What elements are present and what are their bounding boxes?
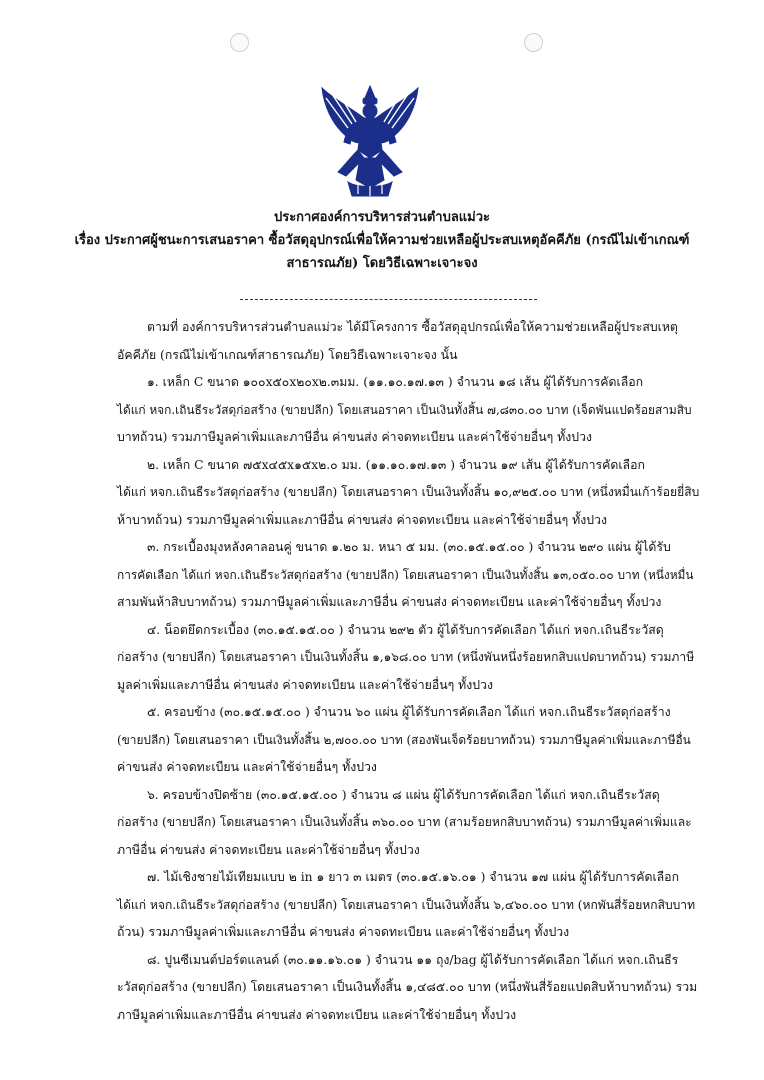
text-line: ภาษีมูลค่าเพิ่มและภาษีอื่น ค่าขนส่ง ค่าจดทะเบียน และค่าใช้จ่ายอื่นๆ ทั้งปวง <box>117 1007 517 1022</box>
item-paragraph-7 <box>117 864 699 947</box>
text-line: ได้แก่ หจก.เถินธีระวัสดุก่อสร้าง (ขายปลีก) โดยเสนอราคา เป็นเงินทั้งสิ้น ๖,๔๖๐.๐๐ บาท (หกพันสี่ร้อยหกสิบบาท <box>117 897 696 912</box>
item-paragraph-3 <box>117 534 699 617</box>
text-line: ๕. ครอบข้าง (๓๐.๑๕.๑๕.๐๐ ) จำนวน ๖๐ แผ่น ผู้ได้รับการคัดเลือก ได้แก่ หจก.เถินธีระวัสดุก่อสร้าง <box>147 705 671 719</box>
text-line: ก่อสร้าง (ขายปลีก) โดยเสนอราคา เป็นเงินทั้งสิ้น ๓๖๐.๐๐ บาท (สามร้อยหกสิบบาทถ้วน) รวมภาษีมูลค่าเพิ่มและ <box>117 815 692 829</box>
text-line: บาทถ้วน) รวมภาษีมูลค่าเพิ่มและภาษีอื่น ค่าขนส่ง ค่าจดทะเบียน และค่าใช้จ่ายอื่นๆ ทั้งปวง <box>117 430 592 444</box>
text-line: ก่อสร้าง (ขายปลีก) โดยเสนอราคา เป็นเงินทั้งสิ้น ๑,๑๖๘.๐๐ บาท (หนึ่งพันหนึ่งร้อยหกสิบแปดบาทถ้วน) รวมภาษี <box>117 650 695 664</box>
text-line: ๔. น็อตยึดกระเบื้อง (๓๐.๑๕.๑๕.๐๐ ) จำนวน ๒๙๒ ตัว ผู้ได้รับการคัดเลือก ได้แก่ หจก.เถินธีระวัสดุ <box>147 622 664 637</box>
text-line: ภาษีอื่น ค่าขนส่ง ค่าจดทะเบียน และค่าใช้จ่ายอื่นๆ ทั้งปวง <box>117 842 420 857</box>
text-line: ๖. ครอบข้างปิดซ้าย (๓๐.๑๕.๑๕.๐๐ ) จำนวน ๘ แผ่น ผู้ได้รับการคัดเลือก ได้แก่ หจก.เถินธีระวัสดุ <box>147 787 660 802</box>
text-line: ได้แก่ หจก.เถินธีระวัสดุก่อสร้าง (ขายปลีก) โดยเสนอราคา เป็นเงินทั้งสิ้น ๗,๘๓๐.๐๐ บาท (เจ็ดพันแปดร้อยสามสิบ <box>117 402 692 417</box>
announcement-subject-continued: สาธารณภัย) โดยวิธีเฉพาะเจาะจง <box>286 256 478 271</box>
item-paragraph-8 <box>117 947 699 1030</box>
announcement-header <box>40 206 724 275</box>
announcement-body <box>117 314 699 1029</box>
text-line: ตามที่ องค์การบริหารส่วนตำบลแม่วะ ได้มีโครงการ ซื้อวัสดุอุปกรณ์เพื่อให้ความช่วยเหลือผู้ประสบเหตุ <box>147 320 678 334</box>
text-line: (ขายปลีก) โดยเสนอราคา เป็นเงินทั้งสิ้น ๒,๗๐๐.๐๐ บาท (สองพันเจ็ดร้อยบาทถ้วน) รวมภาษีมูลค่าเพิ่มและภาษีอื่น <box>117 732 691 747</box>
announcement-subject: เรื่อง ประกาศผู้ชนะการเสนอราคา ซื้อวัสดุอุปกรณ์เพื่อให้ความช่วยเหลือผู้ประสบเหตุอัคคีภัย (กรณีไม่เข้าเกณฑ์ <box>74 233 690 248</box>
separator-line <box>240 299 537 300</box>
text-line: ๑. เหล็ก C ขนาด ๑๐๐x๕๐x๒๐x๒.๓มม. (๑๑.๑๐.๑๗.๑๓ ) จำนวน ๑๘ เส้น ผู้ได้รับการคัดเลือก <box>147 375 644 389</box>
item-paragraph-6 <box>117 782 699 865</box>
text-line: ได้แก่ หจก.เถินธีระวัสดุก่อสร้าง (ขายปลีก) โดยเสนอราคา เป็นเงินทั้งสิ้น ๑๐,๙๒๕.๐๐ บาท (หนึ่งหมื่นเก้าร้อยยี่สิบ <box>117 485 700 499</box>
text-line: ๗. ไม้เชิงชายไม้เทียมแบบ ๒ in ๑ ยาว ๓ เมตร (๓๐.๑๕.๑๖.๐๑ ) จำนวน ๑๗ แผ่น ผู้ได้รับการคัดเลือก <box>147 870 680 884</box>
item-paragraph-5 <box>117 699 699 782</box>
text-line: ะวัสดุก่อสร้าง (ขายปลีก) โดยเสนอราคา เป็นเงินทั้งสิ้น ๑,๔๘๕.๐๐ บาท (หนึ่งพันสี่ร้อยแปดสิบห้าบาทถ้วน) รวม <box>117 980 698 994</box>
announcement-title: ประกาศองค์การบริหารส่วนตำบลแม่วะ <box>273 210 491 225</box>
text-line: มูลค่าเพิ่มและภาษีอื่น ค่าขนส่ง ค่าจดทะเบียน และค่าใช้จ่ายอื่นๆ ทั้งปวง <box>117 677 493 692</box>
intro-paragraph <box>117 314 699 369</box>
item-paragraph-2 <box>117 452 699 535</box>
text-line: ๘. ปูนซีเมนต์ปอร์ตแลนด์ (๓๐.๑๑.๑๖.๐๑ ) จำนวน ๑๑ ถุง/bag ผู้ได้รับการคัดเลือก ได้แก่ หจก.เถินธีร <box>147 952 679 967</box>
text-line: ค่าขนส่ง ค่าจดทะเบียน และค่าใช้จ่ายอื่นๆ ทั้งปวง <box>117 760 377 774</box>
text-line: ๓. กระเบื้องมุงหลังคาลอนคู่ ขนาด ๑.๒๐ ม. หนา ๕ มม. (๓๐.๑๕.๑๕.๐๐ ) จำนวน ๒๙๐ แผ่น ผู้ได้รับ <box>147 540 671 554</box>
garuda-emblem-icon <box>318 84 422 200</box>
text-line: สามพันห้าสิบบาทถ้วน) รวมภาษีมูลค่าเพิ่มและภาษีอื่น ค่าขนส่ง ค่าจดทะเบียน และค่าใช้จ่ายอื่นๆ ทั้งปวง <box>117 595 662 609</box>
text-line: ห้าบาทถ้วน) รวมภาษีมูลค่าเพิ่มและภาษีอื่น ค่าขนส่ง ค่าจดทะเบียน และค่าใช้จ่ายอื่นๆ ทั้งปวง <box>117 512 608 527</box>
item-paragraph-4 <box>117 617 699 700</box>
punch-hole-left <box>230 33 249 52</box>
item-paragraph-1 <box>117 369 699 452</box>
text-line: ๒. เหล็ก C ขนาด ๗๕x๔๕x๑๕x๒.๐ มม. (๑๑.๑๐.๑๗.๑๓ ) จำนวน ๑๙ เส้น ผู้ได้รับการคัดเลือก <box>147 457 645 472</box>
text-line: อัคคีภัย (กรณีไม่เข้าเกณฑ์สาธารณภัย) โดยวิธีเฉพาะเจาะจง นั้น <box>117 347 458 362</box>
punch-hole-right <box>524 33 543 52</box>
text-line: การคัดเลือก ได้แก่ หจก.เถินธีระวัสดุก่อสร้าง (ขายปลีก) โดยเสนอราคา เป็นเงินทั้งสิ้น ๑๓,๐๕๐.๐๐ บาท (หนึ่งหมื่น <box>117 567 694 582</box>
text-line: ถ้วน) รวมภาษีมูลค่าเพิ่มและภาษีอื่น ค่าขนส่ง ค่าจดทะเบียน และค่าใช้จ่ายอื่นๆ ทั้งปวง <box>117 925 570 939</box>
